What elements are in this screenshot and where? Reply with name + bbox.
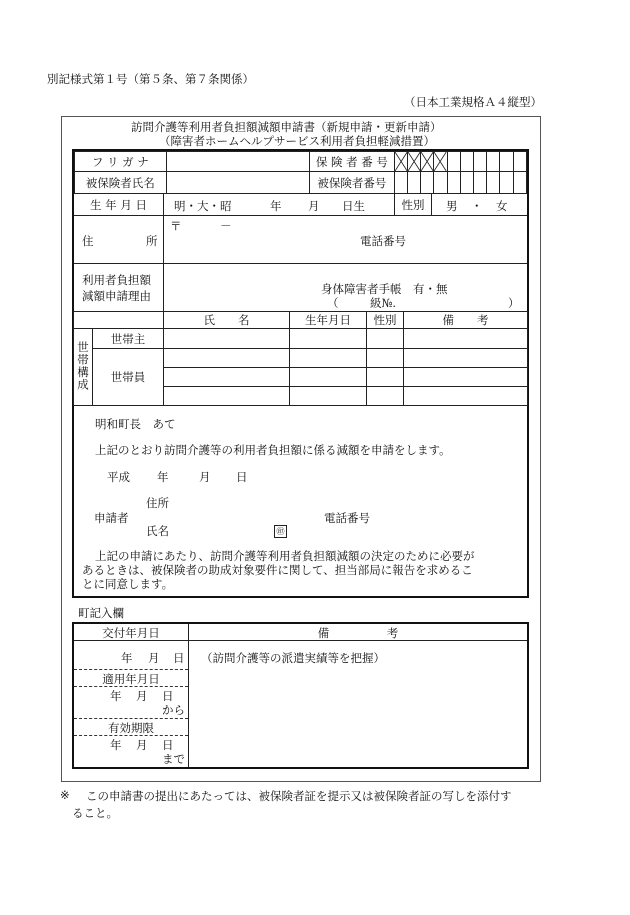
- issue-year-unit: 年: [121, 651, 133, 665]
- household-member-sex[interactable]: [367, 368, 404, 387]
- birth-year-unit: 年: [270, 199, 282, 213]
- valid-year-unit: 年: [110, 738, 122, 752]
- town-entry-table: [72, 622, 529, 769]
- reason-label-cell: [74, 264, 164, 312]
- insured-name-label: 被保険者氏名: [75, 172, 167, 194]
- household-table: [73, 311, 528, 406]
- insurer-number-cell-crossed: [421, 152, 434, 172]
- col-birth-header: 生年月日: [290, 312, 367, 329]
- apply-year-unit: 年: [110, 689, 122, 703]
- town-dotted-divider: [74, 686, 188, 687]
- household-head-birth[interactable]: [290, 329, 367, 349]
- insured-number-cell[interactable]: [434, 172, 447, 194]
- col-sex-header: 性別: [367, 312, 404, 329]
- insured-name-field[interactable]: [166, 172, 310, 194]
- insured-number-label: 被保険者番号: [310, 172, 394, 194]
- insured-number-cell[interactable]: [421, 172, 434, 194]
- applicant-name-label: 氏名: [146, 524, 169, 538]
- disability-grade-open: （: [327, 296, 339, 310]
- postal-dash: －: [220, 219, 232, 233]
- household-head-remarks[interactable]: [404, 329, 528, 349]
- household-member-birth[interactable]: [290, 368, 367, 387]
- insurer-number-label: 保 険 者 番 号: [310, 152, 394, 172]
- birth-day-unit: 日生: [342, 199, 365, 213]
- insured-number-cell[interactable]: [500, 172, 513, 194]
- valid-day-unit: 日: [162, 738, 174, 752]
- disability-grade: 級№.: [370, 296, 397, 310]
- household-label: 世帯構成: [76, 340, 90, 391]
- insurer-number-cell-crossed: [434, 152, 447, 172]
- household-member-birth[interactable]: [290, 349, 367, 368]
- insurer-number-cell[interactable]: [473, 152, 486, 172]
- reason-label-line2: 減額申請理由: [82, 289, 151, 303]
- seal-mark: ㊞: [274, 523, 287, 538]
- form-title: 訪問介護等利用者負担額減額申請書（新規申請・更新申請）: [131, 120, 442, 134]
- form-subtitle: （障害者ホームヘルプサービス利用者負担軽減措置）: [159, 134, 435, 148]
- date-day-unit: 日: [236, 470, 248, 484]
- household-head-name[interactable]: [164, 329, 290, 349]
- apply-day-unit: 日: [162, 689, 174, 703]
- household-header-blank: [74, 312, 164, 329]
- disability-book-status[interactable]: 身体障害者手帳 有・無: [321, 282, 448, 296]
- sex-male-option[interactable]: 男: [446, 199, 458, 213]
- address-label: 住: [82, 234, 94, 248]
- insurer-number-cell-crossed: [407, 152, 420, 172]
- valid-period-label: 有効期限: [108, 721, 154, 735]
- phone-label: 電話番号: [360, 234, 406, 248]
- sex-female-option[interactable]: 女: [496, 199, 508, 213]
- consent-line2: あるときは、被保険者の助成対象要件に関して、担当部局に報告を求めるこ: [82, 563, 473, 577]
- disability-grade-close: ）: [508, 296, 520, 310]
- household-label-cell: [74, 329, 93, 406]
- household-member-name[interactable]: [164, 387, 290, 406]
- issue-month-unit: 月: [148, 651, 160, 665]
- consent-line3: とに同意します。: [82, 577, 174, 591]
- insured-number-cell[interactable]: [487, 172, 500, 194]
- applicant-label: 申請者: [94, 511, 129, 525]
- date-era: 平成: [107, 470, 130, 484]
- household-member-sex[interactable]: [367, 349, 404, 368]
- application-statement: 上記のとおり訪問介護等の利用者負担額に係る減額を申請をします。: [95, 443, 451, 457]
- insurer-number-cell[interactable]: [500, 152, 513, 172]
- apply-month-unit: 月: [136, 689, 148, 703]
- apply-date-label: 適用年月日: [102, 672, 160, 686]
- birth-row: [74, 193, 527, 216]
- furigana-label: フ リ ガ ナ: [75, 152, 167, 172]
- town-dotted-divider: [74, 735, 188, 736]
- apply-from: から: [162, 703, 185, 717]
- insurer-number-cell[interactable]: [487, 152, 500, 172]
- insured-number-cell[interactable]: [447, 172, 460, 194]
- footnote-mark: ※: [60, 788, 70, 802]
- household-member-remarks[interactable]: [404, 387, 528, 406]
- household-member-remarks[interactable]: [404, 349, 528, 368]
- date-month-unit: 月: [199, 470, 211, 484]
- insured-number-cell[interactable]: [460, 172, 473, 194]
- town-remarks-label: 備 考: [317, 626, 399, 640]
- household-head-sex[interactable]: [367, 329, 404, 349]
- insured-number-cell[interactable]: [394, 172, 407, 194]
- household-member-remarks[interactable]: [404, 368, 528, 387]
- insurer-number-cell[interactable]: [513, 152, 526, 172]
- applicant-address-label: 住所: [146, 496, 169, 510]
- birth-date-label: 生 年 月 日: [74, 194, 164, 216]
- col-remarks-header: 備 考: [404, 312, 528, 329]
- insurer-number-cell[interactable]: [460, 152, 473, 172]
- birth-month-unit: 月: [308, 199, 320, 213]
- address-label-tail: 所: [146, 234, 158, 248]
- issue-day-unit: 日: [173, 651, 185, 665]
- household-member-sex[interactable]: [367, 387, 404, 406]
- addressee: 明和町長 あて: [95, 417, 176, 431]
- col-name-header: 氏 名: [164, 312, 290, 329]
- insurer-number-cell[interactable]: [447, 152, 460, 172]
- household-head-label: 世帯主: [93, 329, 164, 349]
- household-member-name[interactable]: [164, 349, 290, 368]
- reason-label-line1: 利用者負担額: [82, 273, 151, 287]
- paper-size-note: （日本工業規格Ａ４縦型）: [404, 95, 542, 109]
- valid-until: まで: [162, 752, 185, 766]
- town-dotted-divider: [74, 718, 188, 719]
- household-member-label: 世帯員: [93, 349, 164, 406]
- insured-number-cell[interactable]: [407, 172, 420, 194]
- town-section-label: 町記入欄: [78, 606, 124, 620]
- applicant-phone-label: 電話番号: [324, 511, 370, 525]
- footnote-line1: この申請書の提出にあたっては、被保険者証を提示又は被保険者証の写しを添付す: [86, 789, 512, 803]
- sex-label: 性別: [394, 194, 432, 216]
- issue-date-label: 交付年月日: [102, 626, 160, 640]
- application-form: [72, 149, 529, 598]
- insurer-number-cell-crossed: [394, 152, 407, 172]
- furigana-field[interactable]: [166, 152, 310, 172]
- address-row: [74, 215, 527, 264]
- consent-line1: 上記の申請にあたり、訪問介護等利用者負担額減額の決定のために必要が: [95, 549, 475, 563]
- insured-number-cell[interactable]: [513, 172, 526, 194]
- town-dotted-divider: [74, 669, 188, 670]
- date-year-unit: 年: [157, 470, 169, 484]
- reduction-reason-row: [74, 263, 527, 312]
- town-column-divider: [188, 624, 189, 767]
- valid-month-unit: 月: [136, 738, 148, 752]
- address-label-cell: [74, 216, 164, 264]
- town-remarks-text: （訪問介護等の派遣実績等を把握）: [201, 651, 385, 665]
- sex-separator: ・: [471, 199, 483, 213]
- era-options[interactable]: 明・大・昭: [174, 199, 232, 213]
- household-member-name[interactable]: [164, 368, 290, 387]
- postal-mark: 〒: [170, 219, 182, 233]
- insured-number-cell[interactable]: [473, 172, 486, 194]
- household-member-birth[interactable]: [290, 387, 367, 406]
- footnote-line2: ること。: [72, 806, 118, 820]
- form-reference: 別記様式第１号（第５条、第７条関係）: [47, 72, 254, 86]
